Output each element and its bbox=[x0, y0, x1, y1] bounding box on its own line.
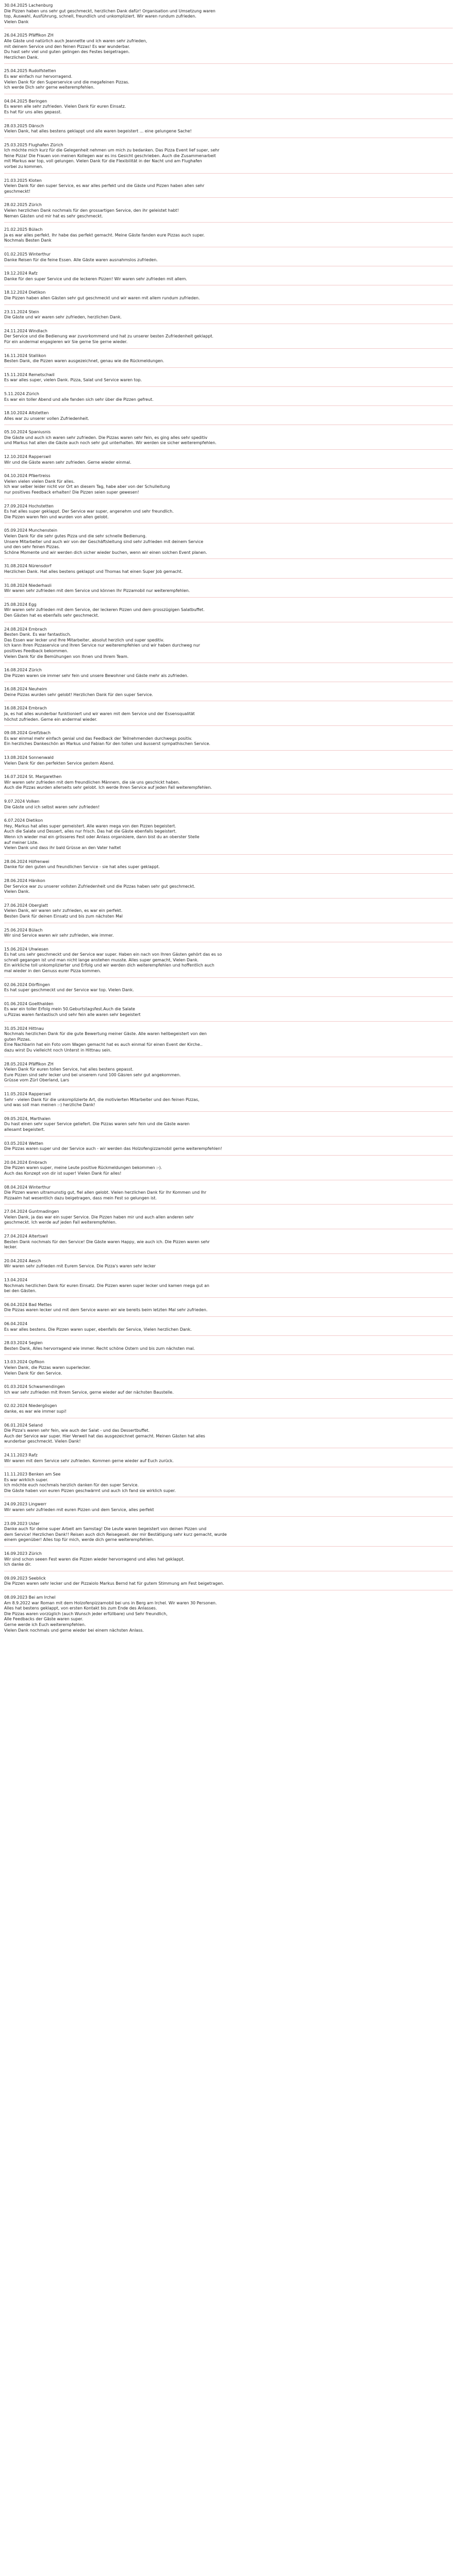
testimonial-entry bbox=[4, 1185, 453, 1205]
testimonial-text-line: Es hat alles super geklappt. Der Service war super, angenehm und sehr freundlich. bbox=[4, 509, 174, 514]
testimonial-text-line: Gerne werde ich Euch weiterempfehlen. bbox=[4, 1622, 86, 1627]
testimonial-text-line: Die Pizzen waren super, meine Leute positive Rückmeldungen bekommen :-). bbox=[4, 1165, 162, 1171]
testimonial-text-line: Eine Nachbarin hat ein Foto vom Wagen gemacht hat es auch einmal für einen Event der Kirche.. bbox=[4, 1042, 203, 1047]
testimonial-text-line: Die Pizzas waren vorzüglich (auch Wunsch jeder erfüllbare) und Sehr freundlich, bbox=[4, 1611, 168, 1616]
testimonial-text-line: Wir waren sehr zufrieden mit dem Service und können Ihr Pizzamobil nur weiterempfehlen. bbox=[4, 588, 190, 594]
testimonial-text-line: Auch das Konzept von dir ist super! Vielen Dank für alles! bbox=[4, 1171, 122, 1176]
testimonial-date-location: 25.08.2024 Egg bbox=[4, 602, 37, 607]
testimonial-date-location: 05.10.2024 Spaniusnis bbox=[4, 430, 51, 435]
testimonial-date-location: 23.09.2023 Uster bbox=[4, 1521, 40, 1526]
testimonial-entry bbox=[4, 310, 453, 324]
testimonial-text-line: Der Service war zu unserer vollsten Zufriedenheit und die Pizzas haben sehr gut geschmeckt. bbox=[4, 884, 195, 889]
testimonial-date-location: 24.09.2023 Lingwerr bbox=[4, 1502, 46, 1507]
testimonial-text-line: mit deinem Service und den feinen Pizzas! Es war wunderbar. bbox=[4, 44, 130, 49]
testimonial-text-line: Vielen Dank für euren tollen Service, hat alles bestens gepasst. bbox=[4, 1067, 134, 1072]
testimonial-date-location: 26.04.2025 Pfäffikon ZH bbox=[4, 33, 54, 38]
testimonial-text-line: Auch die Salate und Dessert, alles nur frisch. Das hat die Gäste ebenfalls begeistert. bbox=[4, 829, 177, 834]
testimonial-text-line: höchst zufrieden. Gerne ein andermal wieder. bbox=[4, 717, 97, 722]
testimonial-text-line: Ich kann Ihren Pizzaservice und Ihren Service nur weiterempfehlen und wir haben durchweg nur bbox=[4, 643, 200, 648]
testimonial-entry bbox=[4, 1595, 453, 1636]
testimonial-text-line: Du hast sehr viel und guten gelingen des Festes beigetragen. bbox=[4, 49, 130, 55]
testimonial-date-location: 02.06.2024 Dörflingen bbox=[4, 982, 50, 987]
testimonial-text-line: Vielen Dank und dass ihr bald Grüsse an den Vater haltet bbox=[4, 845, 121, 851]
testimonial-date-location: 23.11.2024 Stein bbox=[4, 309, 39, 314]
testimonial-text-line: schnell gegangen ist und man nicht lange anstehen musste. Alles super gemacht, Vielen Dank. bbox=[4, 957, 199, 962]
testimonial-text-line: Wir sind schon seeen Fest waren die Pizzen wieder hervorragend und alles hat geklappt. bbox=[4, 1556, 185, 1562]
testimonial-date-location: 27.04.2024 Altertswil bbox=[4, 1234, 48, 1239]
testimonial-text-line: guten Pizzas. bbox=[4, 1037, 31, 1042]
testimonial-entry bbox=[4, 290, 453, 304]
testimonial-entry bbox=[4, 1234, 453, 1254]
testimonial-entry bbox=[4, 178, 453, 198]
testimonial-entry bbox=[4, 564, 453, 578]
testimonial-date-location: 13.04.2024 bbox=[4, 1278, 28, 1283]
testimonial-entry bbox=[4, 1403, 453, 1418]
testimonial-date-location: 04.10.2024 Pfäertreiss bbox=[4, 473, 51, 479]
testimonial-entry bbox=[4, 1209, 453, 1229]
testimonial-date-location: 08.04.2024 Winterthur bbox=[4, 1184, 51, 1190]
testimonial-text-line: Die Pizzen waren sehr lecker und der Pizzaiolo Markus Bernd hat für gutem Stimmung am Fest beigetragen. bbox=[4, 1581, 224, 1586]
testimonial-date-location: 28.06.2024 Hänikon bbox=[4, 878, 45, 883]
testimonial-date-location: 11.05.2024 Rapperswil bbox=[4, 1091, 51, 1096]
testimonial-entry bbox=[4, 143, 453, 174]
testimonial-entry bbox=[4, 755, 453, 770]
testimonial-date-location: 16.07.2024 St. Margarethen bbox=[4, 774, 62, 779]
testimonial-text-line: Ich möchte euch nochmals herzlich danken für den super Service. bbox=[4, 1483, 139, 1488]
testimonial-text-line: Das Essen war lecker und Ihre Mitarbeiter, absolut herzlich und super speditiv. bbox=[4, 637, 165, 642]
testimonial-date-location: 24.11.2023 Rafz bbox=[4, 1452, 38, 1458]
testimonial-entry bbox=[4, 1026, 453, 1057]
testimonial-entry bbox=[4, 1302, 453, 1317]
testimonial-text-line: Vielen Dank für den Service. bbox=[4, 1370, 62, 1376]
testimonial-date-location: 13.08.2024 Sonnenwald bbox=[4, 755, 54, 760]
testimonial-date-location: 06.04.2024 Bad Mettes bbox=[4, 1302, 52, 1307]
testimonial-text-line: Hey, Markus hat alles super gemeistert. Alle waren mega von den Pizzen begeistert. bbox=[4, 823, 176, 828]
testimonial-date-location: 03.05.2024 Wetten bbox=[4, 1141, 43, 1146]
testimonial-entry bbox=[4, 1160, 453, 1180]
testimonial-date-location: 04.04.2025 Beringen bbox=[4, 98, 47, 104]
testimonial-text-line: Vielen Dank, hat alles bestens geklappt und alle waren begeistert ... eine gelungene Sache! bbox=[4, 129, 192, 134]
testimonial-entry bbox=[4, 982, 453, 997]
testimonial-text-line: Es war wirklich super. bbox=[4, 1477, 48, 1482]
testimonial-entry bbox=[4, 1521, 453, 1547]
testimonial-text-line: Die Pizzen waren ultramunstig gut, fiel allen gelobt. Vielen herzlichen Dank für Ihr Kommen und Ihr bbox=[4, 1190, 207, 1195]
testimonial-entry bbox=[4, 202, 453, 223]
testimonial-entry bbox=[4, 706, 453, 726]
testimonial-text-line: Du hast einen sehr super Service geliefert. Die Pizzas waren sehr fein und die Gäste waren bbox=[4, 1122, 190, 1127]
testimonial-text-line: nur positives Feedback erhalten! Die Pizzen seien super gewesen! bbox=[4, 490, 139, 495]
testimonial-text-line: bei den Gästen. bbox=[4, 1289, 37, 1294]
testimonial-text-line: Danke für den guten und freundlichen Service - sie hat alles super geklappt. bbox=[4, 865, 160, 870]
testimonial-text-line: Die Pizzen waren sie immer sehr fein und unsere Bewohner und Gäste mehr als zufrieden. bbox=[4, 673, 189, 678]
testimonial-text-line: Auch der Service war super. Hier Verwell hat das ausgezeichnet gemacht. Meinen Gästen hat alles bbox=[4, 1433, 205, 1438]
testimonial-entry bbox=[4, 799, 453, 814]
testimonial-text-line: und was soll man meinen :-) herzliche Dank! bbox=[4, 1103, 95, 1108]
testimonial-date-location: 09.09.2023 Seeblick bbox=[4, 1575, 46, 1581]
testimonial-date-location: 28.03.2024 Seglen bbox=[4, 1341, 43, 1346]
testimonial-text-line: Nemen Gästen und mir hat es sehr geschmeckt. bbox=[4, 213, 103, 218]
testimonial-text-line: Deine Pizzas wurden sehr gelobt! Herzlichen Dank für den super Service. bbox=[4, 692, 153, 697]
testimonial-entry bbox=[4, 1384, 453, 1399]
testimonial-text-line: Grüsse vom Zürl Oberland, Lars bbox=[4, 1078, 69, 1083]
testimonial-date-location: 6.07.2024 Dietikon bbox=[4, 818, 43, 823]
testimonial-entry bbox=[4, 353, 453, 368]
testimonial-text-line: Wir waren mit dem Service sehr zufrieden. Kommen gerne wieder auf Euch zurück. bbox=[4, 1458, 174, 1463]
testimonial-text-line: Danke auch für deine super Arbeit am Samstag! Die Leute waren begeistert von deinen Pizzen und bbox=[4, 1527, 207, 1532]
testimonial-text-line: Danke Reisen für die feine Essen. Alle Gäste waren ausnahmslos zufrieden. bbox=[4, 257, 158, 262]
testimonial-entry bbox=[4, 928, 453, 942]
testimonial-entry bbox=[4, 33, 453, 64]
testimonial-text-line: Besten Dank nochmals für den Service! Die Gäste waren Happy, wie auch ich. Die Pizzen waren sehr bbox=[4, 1239, 210, 1244]
testimonial-date-location: 06.04.2024 bbox=[4, 1321, 28, 1326]
testimonial-date-location: 20.04.2024 Aesch bbox=[4, 1258, 41, 1263]
testimonial-entry bbox=[4, 124, 453, 138]
testimonial-entry bbox=[4, 372, 453, 387]
testimonial-text-line: einem gegenüber! Alles top für mich, werde dich gerne weiterempfehlen. bbox=[4, 1537, 154, 1543]
testimonial-entry bbox=[4, 731, 453, 751]
testimonial-text-line: Vielen Dank bbox=[4, 19, 29, 24]
testimonial-entry bbox=[4, 473, 453, 499]
testimonial-entry bbox=[4, 392, 453, 406]
testimonial-text-line: Vielen Dank für den perfekten Service gestern Abend. bbox=[4, 760, 114, 766]
testimonial-date-location: 13.03.2024 Opfikon bbox=[4, 1360, 44, 1365]
testimonial-text-line: Es war alles super, vielen Dank. Pizza, Salat und Service waren top. bbox=[4, 378, 142, 383]
testimonial-text-line: Wir und die Gäste waren sehr zufrieden. Gerne wieder einmal. bbox=[4, 460, 132, 465]
testimonial-text-line: Wir waren sehr zufrieden mit Eurem Service. Die Pizza's waren sehr lecker bbox=[4, 1264, 156, 1269]
testimonial-date-location: 27.09.2024 Hochstetten bbox=[4, 503, 54, 509]
testimonial-text-line: feine Pizza! Die Frauen von meinen Kollegen war es ins Gesicht geschrieben. Auch die Zusammenarbeit bbox=[4, 153, 216, 158]
testimonial-date-location: 31.08.2024 Nürensdorf bbox=[4, 564, 52, 569]
testimonial-entry bbox=[4, 668, 453, 682]
testimonial-text-line: Es war einmal mehr einfach genial und das Feedback der Teilnehmenden durchwegs positiv. bbox=[4, 736, 192, 741]
testimonial-date-location: 30.04.2025 Lachenburg bbox=[4, 3, 53, 8]
testimonial-date-location: 16.08.2024 Neuheim bbox=[4, 687, 47, 692]
testimonial-date-location: 18.12.2024 Dietikon bbox=[4, 290, 46, 295]
testimonial-text-line: Vielen Dank für den super Service, es war alles perfekt und die Gäste und Pizzen haben allen sehr bbox=[4, 183, 205, 189]
testimonial-text-line: auf meiner Liste. bbox=[4, 840, 39, 845]
testimonial-date-location: 28.02.2025 Zürich bbox=[4, 202, 42, 208]
testimonial-text-line: Wir waren sehr zufrieden mit euren Pizzen und dem Service, alles perfekt bbox=[4, 1507, 154, 1513]
testimonial-text-line: Vielen Dank, die Pizzas waren superlecker. bbox=[4, 1365, 91, 1370]
testimonial-entry bbox=[4, 1321, 453, 1336]
testimonial-text-line: Es war ein toller Erfolg mein 50.Geburtstagsfest.Auch die Salate bbox=[4, 1007, 135, 1012]
testimonial-date-location: 06.01.2024 Seland bbox=[4, 1422, 43, 1428]
testimonial-text-line: dazu wirst Du vielleicht noch Unterst in Hittnau sein. bbox=[4, 1048, 112, 1053]
testimonial-text-line: Es hat super geschmeckt und der Service war top. Vielen Dank. bbox=[4, 988, 134, 993]
testimonial-entry bbox=[4, 504, 453, 524]
testimonial-text-line: Es war alles bestens. Die Pizzen waren super, ebenfalls der Service, Vielen herzlichen Dank. bbox=[4, 1327, 192, 1332]
testimonial-date-location: 31.08.2024 Niederhasli bbox=[4, 583, 52, 588]
testimonial-entry bbox=[4, 1278, 453, 1298]
testimonial-text-line: Der Service und die Bedienung war zuvorkommend und hat zu unserer besten Zufriedenheit geklappt. bbox=[4, 334, 213, 339]
testimonial-text-line: Ich war sehr zufrieden mit Ihrem Service, gerne wieder auf der nächsten Baustelle. bbox=[4, 1389, 174, 1395]
testimonial-entry bbox=[4, 1551, 453, 1571]
testimonial-date-location: 25.06.2024 Bülach bbox=[4, 927, 43, 933]
testimonial-text-line: Vielen vielen vielen Dank für alles. bbox=[4, 479, 75, 484]
testimonial-text-line: Die Gäste und wir waren sehr zufrieden, herzlichen Dank. bbox=[4, 315, 122, 320]
testimonial-date-location: 21.02.2025 Bülach bbox=[4, 227, 43, 232]
testimonial-text-line: dem Service! Herzlichen Dank!! Reisen auch dich Reisegesell. der mir Bestätigung sehr kurz gemacht, wurde bbox=[4, 1532, 227, 1537]
testimonial-text-line: Danke für den super Service und die leckeren Pizzen! Wir waren sehr zufrieden mit allem. bbox=[4, 276, 187, 281]
testimonial-text-line: danke, es war wie immer supi! bbox=[4, 1409, 67, 1414]
testimonial-date-location: 9.07.2024 Volken bbox=[4, 799, 40, 804]
testimonial-entry bbox=[4, 1576, 453, 1590]
testimonial-date-location: 20.04.2024 Embrach bbox=[4, 1160, 47, 1165]
testimonial-text-line: Die Pizza's waren sehr fein, wie auch der Salat - und das Dessertbuffet. bbox=[4, 1428, 150, 1433]
testimonial-text-line: Sehr - vielen Dank für die unkomplizierte Art, die motivierten Mitarbeiter und den feinen Pizzas, bbox=[4, 1097, 200, 1102]
testimonial-text-line: Wir sind Service waren wir sehr zufrieden, wie immer. bbox=[4, 933, 114, 938]
testimonial-entry bbox=[4, 454, 453, 469]
testimonial-entry bbox=[4, 430, 453, 450]
testimonial-entry bbox=[4, 947, 453, 978]
testimonial-date-location: 09.08.2024 Greifzbach bbox=[4, 731, 51, 736]
testimonial-text-line: Ich danke dir. bbox=[4, 1562, 31, 1567]
testimonial-text-line: Besten Dank, Alles hervorragend wie immer. Recht schöne Ostern und bis zum nächsten mal. bbox=[4, 1346, 195, 1351]
testimonial-entry bbox=[4, 583, 453, 598]
testimonial-text-line: Ein herzliches Dankeschön an Markus und Fabian für den tollen und äusserst sympathischen Service. bbox=[4, 741, 210, 747]
testimonial-date-location: 18.10.2024 Altstetten bbox=[4, 411, 49, 416]
testimonial-text-line: Die Pizzen haben allen Gästen sehr gut geschmeckt und wir waren mit allem rundum zufrieden. bbox=[4, 295, 200, 300]
testimonial-text-line: Herzlichen Dank. bbox=[4, 55, 39, 60]
testimonial-text-line: geschmeckt! bbox=[4, 189, 31, 194]
testimonial-text-line: Die Gäste und ich selbst waren sehr zufrieden! bbox=[4, 804, 100, 809]
testimonial-text-line: mit Markus war top, voll gelungen. Vielen Dank für die Flexibilität in der Nacht und am Flughafen bbox=[4, 159, 202, 164]
testimonial-text-line: Nochmals herzlichen Dank für die gute Bewertung meiner Gäste. Alle waren hellbegeistert von den bbox=[4, 1031, 207, 1037]
testimonial-date-location: 27.04.2024 Guntmadingen bbox=[4, 1209, 59, 1214]
testimonial-date-location: 16.09.2023 Zürich bbox=[4, 1551, 42, 1556]
testimonial-text-line: Wir waren sehr zufrieden mit dem Service, der leckeren Pizzen und dem grosszügigen Salatbuffet. bbox=[4, 607, 205, 613]
testimonial-text-line: Herzlichen Dank. Hat alles bestens geklappt und Thomas hat einen Super Job gemacht. bbox=[4, 569, 183, 574]
testimonial-text-line: Es hat für uns alles gepasst. bbox=[4, 109, 62, 114]
testimonial-text-line: Vielen Dank für die Bemühungen von Ihnen und Ihrem Team. bbox=[4, 654, 129, 659]
testimonial-text-line: Ja es war alles perfekt. Ihr habe das perfekt gemacht. Meine Gäste fanden eure Pizzas auch super. bbox=[4, 232, 205, 238]
testimonial-text-line: und den sehr feinen Pizzas. bbox=[4, 545, 60, 550]
testimonial-date-location: 25.04.2025 Rudolfstetten bbox=[4, 69, 56, 74]
testimonial-entry bbox=[4, 1472, 453, 1497]
testimonial-date-location: 24.08.2024 Embrach bbox=[4, 626, 47, 632]
testimonial-entry bbox=[4, 1360, 453, 1380]
testimonial-text-line: Vielen Dank für den Superservice und die megafeinen Pizzas. bbox=[4, 79, 129, 84]
testimonial-text-line: Die Pizzas waren super und der Service auch - wir werden das Holzofengizzamobil gerne weiterempfehlen! bbox=[4, 1146, 222, 1151]
testimonial-text-line: Vielen Dank, ja das war ein super Service. Die Pizzen haben mir und auch allen anderen sehr bbox=[4, 1214, 194, 1219]
testimonial-date-location: 11.11.2023 Benken am See bbox=[4, 1472, 61, 1477]
testimonial-date-location: 31.05.2024 Hittnau bbox=[4, 1026, 44, 1031]
testimonial-text-line: mal wieder in den Genuss eurer Pizza kommen. bbox=[4, 969, 101, 974]
testimonial-text-line: Ja, es hat alles wunderbar funktioniert und wir waren mit dem Service und der Essensqualität bbox=[4, 711, 195, 717]
testimonial-entry bbox=[4, 227, 453, 247]
testimonial-date-location: 21.03.2025 Kloten bbox=[4, 178, 42, 183]
testimonial-date-location: 16.11.2024 Stallikon bbox=[4, 353, 46, 358]
testimonial-entry bbox=[4, 903, 453, 923]
testimonial-entry bbox=[4, 1423, 453, 1448]
testimonial-text-line: Den Gästen hat es ebenfalls sehr geschmeckt. bbox=[4, 613, 100, 618]
testimonial-entry bbox=[4, 818, 453, 855]
testimonial-entry bbox=[4, 1259, 453, 1273]
testimonial-entry bbox=[4, 1502, 453, 1516]
testimonial-text-line: Die Pizzen waren fein und wurden von allen gelobt. bbox=[4, 514, 109, 519]
testimonial-text-line: Die Pizzas waren lecker und mit dem Service waren wir wie bereits beim letzten Mal sehr zufrieden. bbox=[4, 1308, 208, 1313]
testimonial-text-line: Alle Feedbacks der Gäste waren super. bbox=[4, 1617, 84, 1622]
testimonial-text-line: allesamt begeistert. bbox=[4, 1127, 45, 1132]
testimonial-date-location: 01.03.2024 Schwamendingen bbox=[4, 1384, 65, 1389]
testimonial-text-line: top, Auswahl, Ausführung, schnell, freundlich und unkompliziert. Wir waren rundum zufrieden. bbox=[4, 14, 196, 19]
testimonial-entry bbox=[4, 774, 453, 794]
testimonial-text-line: Besten Dank, die Pizzen waren ausgezeichnet, genau wie die Rückmeldungen. bbox=[4, 359, 165, 364]
testimonial-text-line: Die Gäste und auch ich waren sehr zufrieden. Die Pizzas waren sehr fein, es ging alles sehr speditiv bbox=[4, 435, 208, 440]
testimonial-date-location: 16.08.2024 Zürich bbox=[4, 668, 42, 673]
testimonial-date-location: 28.03.2025 Dänsch bbox=[4, 123, 44, 128]
testimonial-entry bbox=[4, 1062, 453, 1087]
testimonial-text-line: Besten Dank für deinen Einsatz und bis zum nächsten Mal bbox=[4, 913, 123, 919]
testimonial-text-line: Ich werde Dich sehr gerne weiterempfehlen. bbox=[4, 85, 95, 90]
testimonial-text-line: Die Gäste haben von euren Pizzen geschwärmt und auch ich fand sie wirklich super. bbox=[4, 1488, 176, 1493]
testimonial-text-line: Es hat uns sehr geschmeckt und der Service war super. Haben ein nach von Ihren Gästen gehört das es so bbox=[4, 952, 222, 957]
testimonial-date-location: 01.06.2024 Goelthalden bbox=[4, 1001, 54, 1006]
testimonial-text-line: Ich möchte mich kurz für die Gelegenheit nehmen um mich zu bedanken. Das Pizza Event lief super, sehr bbox=[4, 148, 220, 153]
testimonial-feed bbox=[4, 3, 453, 1641]
testimonial-entry bbox=[4, 99, 453, 119]
testimonial-entry bbox=[4, 859, 453, 874]
testimonial-entry bbox=[4, 411, 453, 425]
testimonial-text-line: Nochmals Besten Dank bbox=[4, 238, 52, 243]
testimonial-text-line: Schöne Momente und wir werden dich sicher wieder buchen, wenn wir einen solchen Event planen. bbox=[4, 550, 207, 555]
testimonial-text-line: Ich war selber leider nicht vor Ort an diesem Tag, habe aber von der Schulleitung bbox=[4, 484, 170, 489]
testimonial-entry bbox=[4, 3, 453, 28]
testimonial-entry bbox=[4, 878, 453, 899]
testimonial-date-location: 09.05.2024, Marthalen bbox=[4, 1116, 51, 1121]
testimonial-date-location: 01.02.2025 Winterthur bbox=[4, 252, 51, 257]
testimonial-entry bbox=[4, 1092, 453, 1112]
testimonial-text-line: lecker. bbox=[4, 1245, 18, 1250]
testimonial-text-line: Es war einfach nur hervorragend. bbox=[4, 74, 73, 79]
testimonial-date-location: 15.06.2024 Uhwiesen bbox=[4, 946, 48, 952]
testimonial-text-line: geschmeckt. Ich werde auf jeden Fall weiterempfehlen. bbox=[4, 1220, 117, 1225]
testimonial-text-line: Nochmals herzlichen Dank für euren Einsatz. Die Pizzen waren super lecker und kamen mega gut an bbox=[4, 1283, 209, 1288]
testimonial-entry bbox=[4, 1141, 453, 1156]
testimonial-date-location: 15.11.2024 Remetschwil bbox=[4, 372, 55, 377]
testimonial-text-line: Pizzaalm hat wesentlich dazu beigetragen, dass mein Fest so gelungen ist. bbox=[4, 1195, 157, 1200]
testimonial-text-line: wunderbar geschmeckt. Vielen Dank! bbox=[4, 1439, 81, 1444]
testimonial-text-line: vorbei zu kommen. bbox=[4, 164, 43, 170]
testimonial-entry bbox=[4, 1116, 453, 1137]
testimonial-entry bbox=[4, 1002, 453, 1022]
testimonial-text-line: Auch die Pizzas wurden allerseits sehr gelobt. Ich werde Ihren Service auf jeden Fall weiterempfehlen. bbox=[4, 785, 212, 790]
testimonial-entry bbox=[4, 69, 453, 94]
testimonial-text-line: Alles hat bestens geklappt, von ersten Kontakt bis zum Ende des Anlasses. bbox=[4, 1606, 157, 1611]
testimonial-text-line: Ein wirkliche toll unkomplizierter und Erfolg und wir werden dich weiterempfehlen und hoffentlich auch bbox=[4, 963, 215, 968]
testimonial-date-location: 5.11.2024 Zürich bbox=[4, 391, 39, 396]
testimonial-entry bbox=[4, 687, 453, 701]
testimonial-text-line: positives Feedback bekommen. bbox=[4, 648, 69, 653]
testimonial-text-line: und Markus hat allen die Gäste auch noch sehr gut unterhalten. Wir werden sie sicher weiterempfehlen. bbox=[4, 440, 217, 446]
testimonial-date-location: 27.06.2024 Oberglatt bbox=[4, 903, 48, 908]
testimonial-entry bbox=[4, 528, 453, 559]
testimonial-entry bbox=[4, 602, 453, 622]
testimonial-date-location: 28.06.2024 Höfrenwei bbox=[4, 859, 50, 864]
testimonial-entry bbox=[4, 627, 453, 664]
testimonial-text-line: u.Pizzas waren fantastisch und sehr fein alle waren sehr begeistert bbox=[4, 1012, 141, 1018]
testimonial-text-line: Besten Dank. Es war fantastisch. bbox=[4, 632, 71, 637]
testimonial-text-line: Alle Gäste und natürlich auch Jeannette und ich waren sehr zufrieden, bbox=[4, 38, 147, 43]
testimonial-text-line: Vielen herzlichen Dank nochmals für den grossartigen Service, den ihr geleistet habt! bbox=[4, 208, 179, 213]
testimonial-text-line: Für ein andermal engagieren wir Sie gerne Sie gerne wieder. bbox=[4, 339, 128, 344]
testimonial-entry bbox=[4, 252, 453, 266]
testimonial-text-line: Vielen Dank nochmals und gerne wieder bei einem nächsten Anlass. bbox=[4, 1628, 144, 1633]
testimonial-date-location: 05.09.2024 Munchenstein bbox=[4, 528, 57, 533]
testimonial-text-line: Vielen Dank, wir waren sehr zufrieden, es war ein perfekt. bbox=[4, 908, 123, 913]
testimonial-text-line: Wir waren sehr zufrieden mit dem freundlichen Männern, die sie uns geschickt haben. bbox=[4, 779, 180, 785]
testimonial-entry bbox=[4, 1341, 453, 1355]
testimonial-entry bbox=[4, 271, 453, 285]
testimonial-entry bbox=[4, 1453, 453, 1467]
testimonial-entry bbox=[4, 329, 453, 349]
testimonial-date-location: 08.09.2023 Bei am Irchel bbox=[4, 1595, 56, 1600]
testimonial-date-location: 19.12.2024 Rafz bbox=[4, 271, 38, 276]
testimonial-date-location: 12.10.2024 Rapperswil bbox=[4, 454, 51, 460]
testimonial-date-location: 16.08.2024 Embrach bbox=[4, 706, 47, 711]
testimonial-text-line: Alles war zu unserer vollen Zufriedenheit. bbox=[4, 416, 89, 421]
testimonial-text-line: Wenn ich wieder mal ein grösseres Fest oder Anlass organisiere, dann bist du an oberster Stelle bbox=[4, 834, 200, 839]
testimonial-text-line: Eure Pizzen sind sehr lecker und bei unserem rund 100 Gäsren sehr gut angekommen. bbox=[4, 1072, 181, 1077]
testimonial-date-location: 25.03.2025 Flughafen Zürich bbox=[4, 142, 63, 147]
testimonial-text-line: Die Pizzen haben uns sehr gut geschmeckt, herzlichen Dank dafür! Organisation und Umsetzung waren bbox=[4, 8, 216, 13]
testimonial-date-location: 02.02.2024 Niedergösgen bbox=[4, 1403, 57, 1409]
testimonial-text-line: Am 8.9.2022 war Roman mit dem Holzofenpizzamobil bei uns in Berg am Irchel. Wir waren 30 Personen. bbox=[4, 1600, 217, 1605]
testimonial-text-line: Es waren alle sehr zufrieden. Vielen Dank für euren Einsatz. bbox=[4, 104, 126, 109]
testimonial-text-line: Es war ein toller Abend und alle fanden sich sehr über die Pizzen gefreut. bbox=[4, 397, 154, 402]
testimonial-text-line: Vielen Dank für die sehr gutes Pizza und die sehr schnelle Bedienung. bbox=[4, 534, 147, 538]
testimonial-text-line: Vielen Dank. bbox=[4, 889, 30, 894]
testimonial-date-location: 24.11.2024 Windlach bbox=[4, 328, 47, 333]
testimonial-date-location: 28.05.2024 Pfäffikon ZH bbox=[4, 1061, 54, 1066]
testimonial-text-line: Unsere Mitarbeiter und auch wir von der Geschäftsleitung sind sehr zufrieden mit deinem Service bbox=[4, 539, 204, 544]
